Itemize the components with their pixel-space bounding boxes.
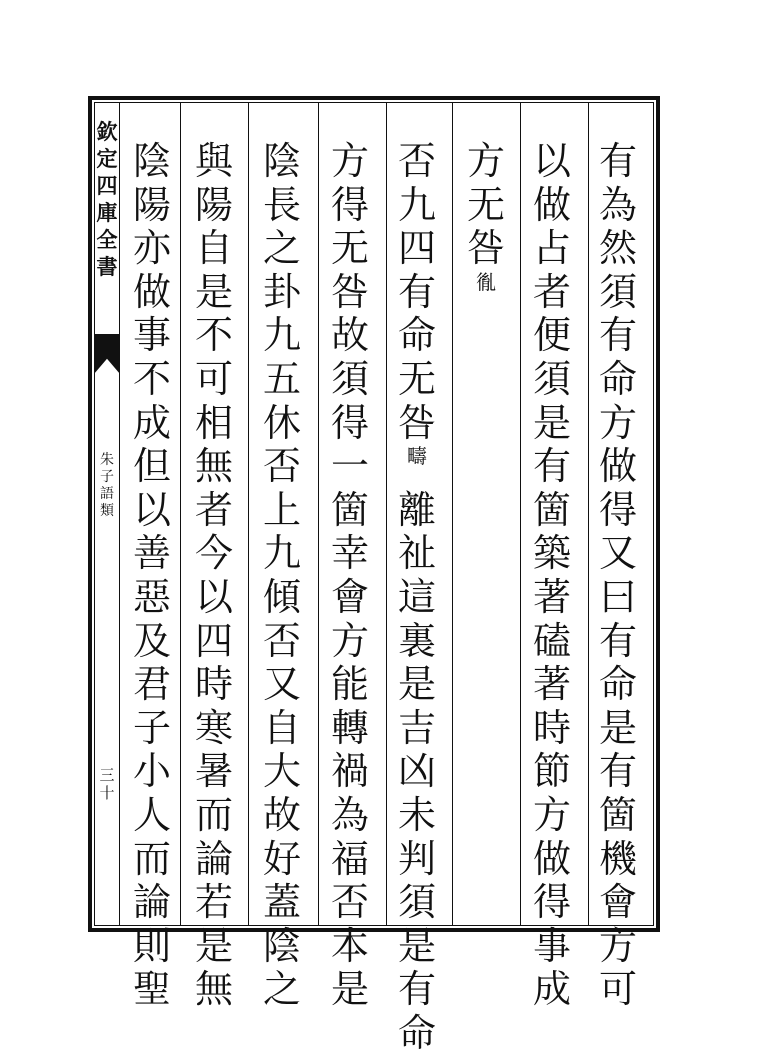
text-char: 无 (466, 182, 505, 227)
column-divider (318, 102, 319, 926)
text-char: 做 (598, 444, 637, 489)
folio-number: 三十 (99, 766, 115, 802)
interlinear-note: 疇 (407, 444, 427, 469)
text-column-1 (588, 140, 648, 1012)
text-char: 否 (397, 139, 436, 183)
text-char: 這 (397, 574, 436, 619)
text-char: 做 (532, 836, 571, 881)
text-char: 又 (598, 531, 637, 576)
text-char: 須 (598, 269, 637, 314)
text-char: 著 (532, 662, 571, 707)
text-char: 方 (532, 792, 571, 837)
text-char: 聖 (132, 967, 171, 1012)
text-char: 否 (330, 880, 369, 925)
text-char: 一 (330, 444, 369, 489)
text-char: 有 (532, 444, 571, 489)
text-char: 祉 (397, 531, 436, 576)
text-char: 無 (194, 967, 233, 1012)
text-char: 無 (194, 444, 233, 489)
text-char: 方 (330, 139, 369, 183)
text-column-3 (456, 140, 516, 314)
text-char: 有 (598, 139, 637, 183)
series-title-char: 四 (96, 173, 118, 198)
text-char: 者 (194, 487, 233, 532)
text-char: 然 (598, 226, 637, 271)
book-title (97, 452, 117, 520)
series-title-char: 庫 (96, 200, 118, 225)
text-char: 事 (132, 313, 171, 358)
text-char: 暑 (194, 749, 233, 794)
text-char: 有 (598, 749, 637, 794)
text-char: 命 (397, 1010, 436, 1055)
series-title-char: 全 (96, 227, 118, 252)
text-char: 是 (598, 705, 637, 750)
text-char: 命 (598, 662, 637, 707)
text-char: 咎 (397, 400, 436, 445)
text-char: 方 (330, 618, 369, 663)
text-char: 否 (262, 618, 301, 663)
text-char: 可 (598, 967, 637, 1012)
text-char: 好 (262, 836, 301, 881)
text-char: 者 (532, 269, 571, 314)
text-char: 築 (532, 531, 571, 576)
text-char: 咎 (466, 226, 505, 271)
text-column-4 (387, 140, 447, 1055)
text-char: 能 (330, 662, 369, 707)
text-char: 大 (262, 749, 301, 794)
text-char: 之 (262, 967, 301, 1012)
book-title-char: 類 (100, 503, 114, 519)
series-title (96, 118, 118, 280)
text-char: 若 (194, 880, 233, 925)
text-char: 而 (194, 792, 233, 837)
text-char: 有 (598, 313, 637, 358)
text-char: 陰 (262, 923, 301, 968)
text-char: 凶 (397, 749, 436, 794)
text-column-7 (184, 140, 244, 1012)
text-char: 長 (262, 182, 301, 227)
text-char: 磕 (532, 618, 571, 663)
text-char: 箇 (532, 487, 571, 532)
column-divider (452, 102, 453, 926)
text-char: 占 (532, 226, 571, 271)
text-char: 時 (532, 705, 571, 750)
text-char: 命 (598, 356, 637, 401)
text-char: 及 (132, 618, 171, 663)
text-char: 機 (598, 836, 637, 881)
text-char: 為 (598, 182, 637, 227)
text-char: 陰 (262, 139, 301, 183)
text-char: 有 (598, 618, 637, 663)
text-char: 方 (598, 923, 637, 968)
text-column-6 (252, 140, 312, 1012)
text-char: 是 (532, 400, 571, 445)
text-char: 是 (397, 662, 436, 707)
text-char: 善 (132, 531, 171, 576)
text-char: 相 (194, 400, 233, 445)
text-char: 九 (262, 313, 301, 358)
series-title-char: 書 (96, 254, 118, 279)
text-char: 九 (262, 531, 301, 576)
text-char: 節 (532, 749, 571, 794)
text-char: 會 (598, 880, 637, 925)
text-char: 陰 (132, 139, 171, 183)
text-char: 有 (397, 967, 436, 1012)
text-char: 是 (330, 967, 369, 1012)
text-column-2 (522, 140, 582, 1012)
text-char: 但 (132, 444, 171, 489)
text-char: 做 (132, 269, 171, 314)
text-char: 時 (194, 662, 233, 707)
text-char: 故 (262, 792, 301, 837)
text-char: 傾 (262, 574, 301, 619)
series-title-char: 定 (96, 146, 118, 171)
text-char: 是 (194, 269, 233, 314)
text-char: 君 (132, 662, 171, 707)
text-char: 亦 (132, 226, 171, 271)
text-char: 之 (262, 226, 301, 271)
text-char: 有 (397, 269, 436, 314)
text-column-5 (320, 140, 380, 1012)
text-char: 寒 (194, 705, 233, 750)
text-char: 曰 (598, 574, 637, 619)
text-char: 箇 (598, 792, 637, 837)
text-char: 須 (397, 880, 436, 925)
text-char: 自 (194, 226, 233, 271)
text-char: 是 (194, 923, 233, 968)
text-char: 成 (532, 967, 571, 1012)
book-title-char: 語 (100, 486, 114, 502)
text-char: 未 (397, 792, 436, 837)
text-char: 離 (397, 487, 436, 532)
text-char: 做 (532, 182, 571, 227)
text-char: 九 (397, 182, 436, 227)
text-char: 得 (330, 182, 369, 227)
text-char: 則 (132, 923, 171, 968)
text-char: 陽 (194, 182, 233, 227)
text-char: 福 (330, 836, 369, 881)
text-char: 自 (262, 705, 301, 750)
text-char: 方 (598, 400, 637, 445)
book-title-char: 朱 (100, 452, 114, 468)
text-char: 卦 (262, 269, 301, 314)
text-char: 方 (466, 139, 505, 183)
text-char: 惡 (132, 574, 171, 619)
text-char: 无 (397, 356, 436, 401)
text-char: 以 (194, 574, 233, 619)
text-char: 人 (132, 792, 171, 837)
text-char: 今 (194, 531, 233, 576)
text-char: 上 (262, 487, 301, 532)
text-char: 禍 (330, 749, 369, 794)
text-char: 與 (194, 139, 233, 183)
text-char: 五 (262, 356, 301, 401)
book-title-char: 子 (100, 469, 114, 485)
text-char: 成 (132, 400, 171, 445)
text-char: 得 (598, 487, 637, 532)
text-char: 論 (194, 836, 233, 881)
text-char: 得 (532, 880, 571, 925)
text-char: 陽 (132, 182, 171, 227)
text-char: 无 (330, 226, 369, 271)
text-char: 得 (330, 400, 369, 445)
text-char: 四 (397, 226, 436, 271)
series-title-char: 欽 (96, 119, 118, 144)
text-char: 會 (330, 574, 369, 619)
column-divider (248, 102, 249, 926)
text-char: 著 (532, 574, 571, 619)
text-char: 轉 (330, 705, 369, 750)
text-char: 子 (132, 705, 171, 750)
text-char: 小 (132, 749, 171, 794)
interlinear-note: 㣧 (476, 269, 496, 294)
text-char: 論 (132, 880, 171, 925)
text-char: 四 (194, 618, 233, 663)
text-char: 可 (194, 356, 233, 401)
text-char: 命 (397, 313, 436, 358)
text-char: 本 (330, 923, 369, 968)
text-char: 吉 (397, 705, 436, 750)
text-char: 事 (532, 923, 571, 968)
text-char: 箇 (330, 487, 369, 532)
text-char: 裏 (397, 618, 436, 663)
text-char: 故 (330, 313, 369, 358)
text-char: 便 (532, 313, 571, 358)
text-char: 以 (532, 139, 571, 183)
text-char: 咎 (330, 269, 369, 314)
text-char: 為 (330, 792, 369, 837)
text-char: 是 (397, 923, 436, 968)
text-char: 須 (330, 356, 369, 401)
text-char: 判 (397, 836, 436, 881)
text-char: 否 (262, 444, 301, 489)
text-char: 不 (132, 356, 171, 401)
text-char: 又 (262, 662, 301, 707)
column-divider (520, 102, 521, 926)
text-char: 以 (132, 487, 171, 532)
text-char: 不 (194, 313, 233, 358)
text-char: 須 (532, 356, 571, 401)
text-char: 幸 (330, 531, 369, 576)
text-char: 休 (262, 400, 301, 445)
text-char: 蓋 (262, 880, 301, 925)
text-column-8 (122, 140, 182, 1012)
text-char: 而 (132, 836, 171, 881)
